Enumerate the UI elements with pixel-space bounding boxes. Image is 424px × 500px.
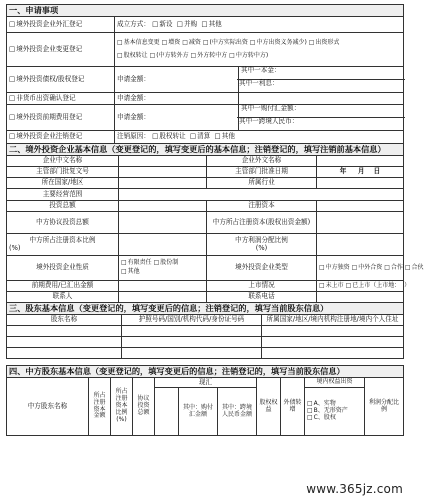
label: 境外投资债权/股权登记 — [16, 74, 85, 83]
enterprise-type-label: 境外投资企业类型 — [207, 256, 317, 281]
opt-label: 出资形式 — [315, 38, 340, 46]
fx-blank-header — [155, 388, 179, 436]
option-reason-equity-transfer[interactable] — [152, 132, 186, 140]
reg-ratio-header: 所占注册资本比例(%) — [111, 378, 133, 436]
option-partnership[interactable] — [405, 264, 424, 271]
domestic-equity-header: 境内权益出资 — [305, 378, 365, 388]
opt-label: 外方转中方 — [197, 51, 228, 59]
phone-field[interactable] — [317, 292, 404, 303]
industry-label: 所属行业 — [207, 178, 317, 189]
option-reason-liquidation[interactable] — [190, 132, 210, 140]
registered-capital-field[interactable] — [317, 201, 404, 212]
option-cn-to-foreign[interactable] — [150, 52, 189, 59]
option-capital-decrease[interactable] — [182, 39, 201, 46]
site-watermark: www.365jz.com — [306, 482, 403, 496]
approval-number-field[interactable] — [119, 167, 207, 178]
business-scope-label: 主要经营范围 — [7, 189, 119, 201]
cn-name-label: 企业中文名称 — [7, 156, 119, 167]
checkbox-cancellation-registration[interactable] — [7, 131, 115, 144]
opt-label: 并购 — [183, 19, 198, 28]
option-new[interactable] — [152, 20, 172, 28]
opt-label: 其他 — [208, 19, 222, 28]
opt-label: 增资 — [168, 38, 181, 46]
option-obligation-decrease[interactable] — [250, 39, 307, 46]
cn-investment-label: 中方协议投资总额 — [7, 212, 119, 234]
contact-label: 联系人 — [7, 292, 119, 303]
opt-label: C、股权 — [313, 413, 336, 421]
total-investment-label: 投资总额 — [7, 201, 119, 212]
opt-label: 中外合资 — [358, 263, 383, 271]
cn-ratio-field[interactable] — [119, 234, 207, 256]
option-equity-transfer[interactable] — [117, 52, 148, 59]
opt-label: (中方转外方 — [156, 51, 189, 59]
option-capital-increase[interactable] — [162, 39, 181, 46]
shareholder-id-cell[interactable] — [122, 348, 262, 359]
opt-label: 股权转让 — [123, 51, 148, 59]
shareholder-location-cell[interactable] — [262, 337, 404, 348]
option-nature-other[interactable] — [121, 268, 140, 275]
section-enterprise-info — [6, 143, 424, 303]
checkbox-foreign-investment-registration[interactable] — [7, 17, 115, 33]
shareholder-name-cell[interactable] — [7, 326, 122, 337]
option-merger[interactable] — [177, 20, 197, 28]
cn-profit-field[interactable] — [317, 234, 404, 256]
approval-number-label: 主管部门批复文号 — [7, 167, 119, 178]
purchase-amount-field[interactable]: 其中一购付汇金额： — [241, 104, 301, 112]
cancellation-reasons — [115, 131, 404, 144]
option-equity[interactable] — [307, 415, 362, 422]
equity-header: 股权权益 — [257, 378, 281, 436]
en-name-field[interactable] — [317, 156, 404, 167]
cn-ratio-text: 中方所占注册资本比例 — [29, 235, 96, 244]
en-name-label: 企业外文名称 — [207, 156, 317, 167]
prior-remitted-field[interactable] — [119, 281, 207, 292]
label: 境外投资企业变更登记 — [16, 44, 83, 53]
preliminary-amount-field[interactable]: 申请金额： — [115, 105, 239, 131]
contact-field[interactable] — [119, 292, 207, 303]
debt-breakdown — [239, 67, 404, 93]
section4-title: 四、中方股东基本信息（变更登记的，填写变更后的信息；注销登记的，填写当前股东信息） — [7, 366, 404, 378]
listing-options — [317, 281, 411, 292]
cn-profit-unit: (%) — [255, 243, 268, 252]
cn-ratio-unit: (%) — [9, 243, 21, 252]
option-contribution-form[interactable] — [309, 39, 340, 46]
registered-capital-label: 注册资本 — [207, 201, 317, 212]
cn-ratio-label — [7, 234, 119, 256]
fx-header: 现汇 — [155, 378, 257, 388]
section2-title: 二、境外投资企业基本信息（变更登记的，填写变更后的基本信息；注销登记的，填写注销前基本信息） — [7, 144, 404, 156]
checkbox-change-registration[interactable] — [7, 33, 115, 67]
industry-field[interactable] — [317, 178, 404, 189]
opt-label: A、实物 — [313, 400, 336, 408]
shareholder-name-cell[interactable] — [7, 348, 122, 359]
cn-shareholder-name-header: 中方股东名称 — [7, 378, 89, 436]
opt-label: 未上市 — [325, 281, 344, 289]
option-listed[interactable] — [346, 282, 401, 289]
opt-label: 股份制 — [160, 259, 179, 267]
profit-ratio-header: 利润分配比例 — [365, 378, 404, 436]
opt-label: 合作 — [390, 263, 403, 271]
option-foreign-to-cn[interactable] — [191, 52, 228, 59]
option-unlisted[interactable] — [319, 282, 344, 289]
total-investment-field[interactable] — [119, 201, 207, 212]
label: 境外投资企业外汇登记 — [16, 19, 83, 28]
phone-label: 联系电话 — [207, 292, 317, 303]
opt-label: 新设 — [159, 19, 173, 28]
option-coop[interactable] — [384, 264, 403, 271]
option-other[interactable] — [201, 20, 221, 28]
option-reason-other[interactable] — [215, 132, 235, 140]
change-type-options — [115, 33, 404, 67]
section1-title: 一、申请事项 — [7, 5, 404, 17]
shareholder-location-cell[interactable] — [262, 348, 404, 359]
cn-profit-text: 中方利润分配比例 — [235, 235, 288, 244]
opt-label: 中方转中方) — [235, 51, 269, 59]
opt-label: 有限责任 — [127, 259, 152, 267]
checkbox-preliminary-cost-registration[interactable] — [7, 105, 115, 131]
establish-method-options — [115, 17, 404, 33]
option-cn-to-cn[interactable] — [229, 52, 268, 59]
listing-label: 上市情况 — [207, 281, 317, 292]
cn-profit-label — [207, 234, 317, 256]
opt-label: 股权转让 — [159, 132, 186, 141]
opt-label: 其他 — [221, 132, 235, 141]
shareholder-name-header: 股东名称 — [7, 315, 122, 326]
enterprise-nature-label: 境外投资企业性质 — [7, 256, 119, 281]
section-shareholder-info — [6, 302, 404, 359]
preliminary-breakdown — [239, 105, 404, 131]
country-label: 所在国家/地区 — [7, 178, 119, 189]
shareholder-id-cell[interactable] — [122, 326, 262, 337]
approval-date-field[interactable] — [317, 167, 404, 178]
section3-title: 三、股东基本信息（变更登记的，填写变更后的信息；注销登记的，填写当前股东信息） — [7, 303, 404, 315]
agreed-investment-header: 协议投资总额 — [133, 378, 155, 436]
non-monetary-extra-field[interactable] — [239, 93, 404, 105]
fx-rmb-header: 其中：跨境人民币金额 — [218, 388, 257, 436]
section-cn-shareholder-info — [6, 365, 404, 436]
prior-remitted-label: 前期费用/已汇出金额 — [7, 281, 119, 292]
cross-border-rmb-field[interactable]: 其中一跨境人民币： — [237, 117, 405, 130]
option-actual-contribution[interactable] — [203, 39, 248, 46]
opt-label: 减资 — [188, 38, 201, 46]
month-label: 月 — [357, 167, 365, 176]
principal-field[interactable]: 其中一本金： — [241, 66, 281, 74]
cn-investment-field[interactable] — [119, 212, 207, 234]
day-label: 日 — [373, 167, 381, 176]
business-scope-field[interactable] — [119, 189, 404, 201]
option-joint-stock[interactable] — [154, 259, 179, 266]
listing-close: ） — [404, 281, 411, 289]
shareholder-location-cell[interactable] — [262, 326, 404, 337]
cn-capital-label: 中方所占注册资本(股权出资金额) — [207, 212, 317, 234]
option-limited-liability[interactable] — [121, 259, 152, 266]
shareholder-id-cell[interactable] — [122, 337, 262, 348]
cn-capital-field[interactable] — [317, 212, 404, 234]
option-sole[interactable] — [319, 264, 350, 271]
opt-label: B、无形资产 — [313, 407, 348, 415]
shareholder-location-header: 所属国家/地区/境内机构注册地/境内个人住址 — [262, 315, 404, 326]
registration-form — [6, 4, 424, 496]
shareholder-id-header: 护照号码/国别/机构代码/身份证号码 — [122, 315, 262, 326]
opt-label: 合伙 — [411, 263, 424, 271]
opt-label: (中方实际出资 — [209, 38, 248, 46]
opt-label: 已上市（上市地： — [352, 281, 401, 289]
year-label: 年 — [339, 167, 347, 176]
cancel-reason-label: 注销原因： — [117, 132, 150, 141]
enterprise-type-options — [317, 256, 424, 281]
section-application-items — [6, 4, 404, 144]
option-basic-info-change[interactable] — [117, 39, 160, 46]
domestic-equity-options — [305, 388, 365, 436]
label: 境外投资企业注销登记 — [16, 132, 83, 141]
reg-capital-header: 所占注册资本金额 — [89, 378, 111, 436]
debt-amount-field[interactable]: 申请金额： — [115, 67, 239, 93]
shareholder-name-cell[interactable] — [7, 337, 122, 348]
enterprise-nature-options — [119, 256, 207, 281]
opt-label: 基本信息变更 — [123, 38, 160, 46]
cn-name-field[interactable] — [119, 156, 207, 167]
debt-conversion-header: 外债转增 — [281, 378, 305, 436]
label: 非货币出资确认登记 — [16, 93, 76, 102]
label: 境外投资前期费用登记 — [16, 112, 83, 121]
option-jv[interactable] — [352, 264, 383, 271]
country-field[interactable] — [119, 178, 207, 189]
opt-label: 清算 — [197, 132, 211, 141]
interest-field[interactable]: 其中一利息： — [237, 79, 405, 92]
opt-label: 中方出资义务减少) — [256, 38, 307, 46]
opt-label: 中方独资 — [325, 263, 350, 271]
opt-label: 其他 — [127, 268, 140, 275]
fx-purchase-header: 其中：购付汇金额 — [179, 388, 218, 436]
approval-date-label: 主管部门批准日期 — [207, 167, 317, 178]
checkbox-non-monetary-registration[interactable] — [7, 93, 115, 105]
checkbox-debt-registration[interactable] — [7, 67, 115, 93]
establish-method-label: 成立方式： — [117, 19, 150, 28]
non-monetary-amount-field[interactable]: 申请金额： — [115, 93, 239, 105]
